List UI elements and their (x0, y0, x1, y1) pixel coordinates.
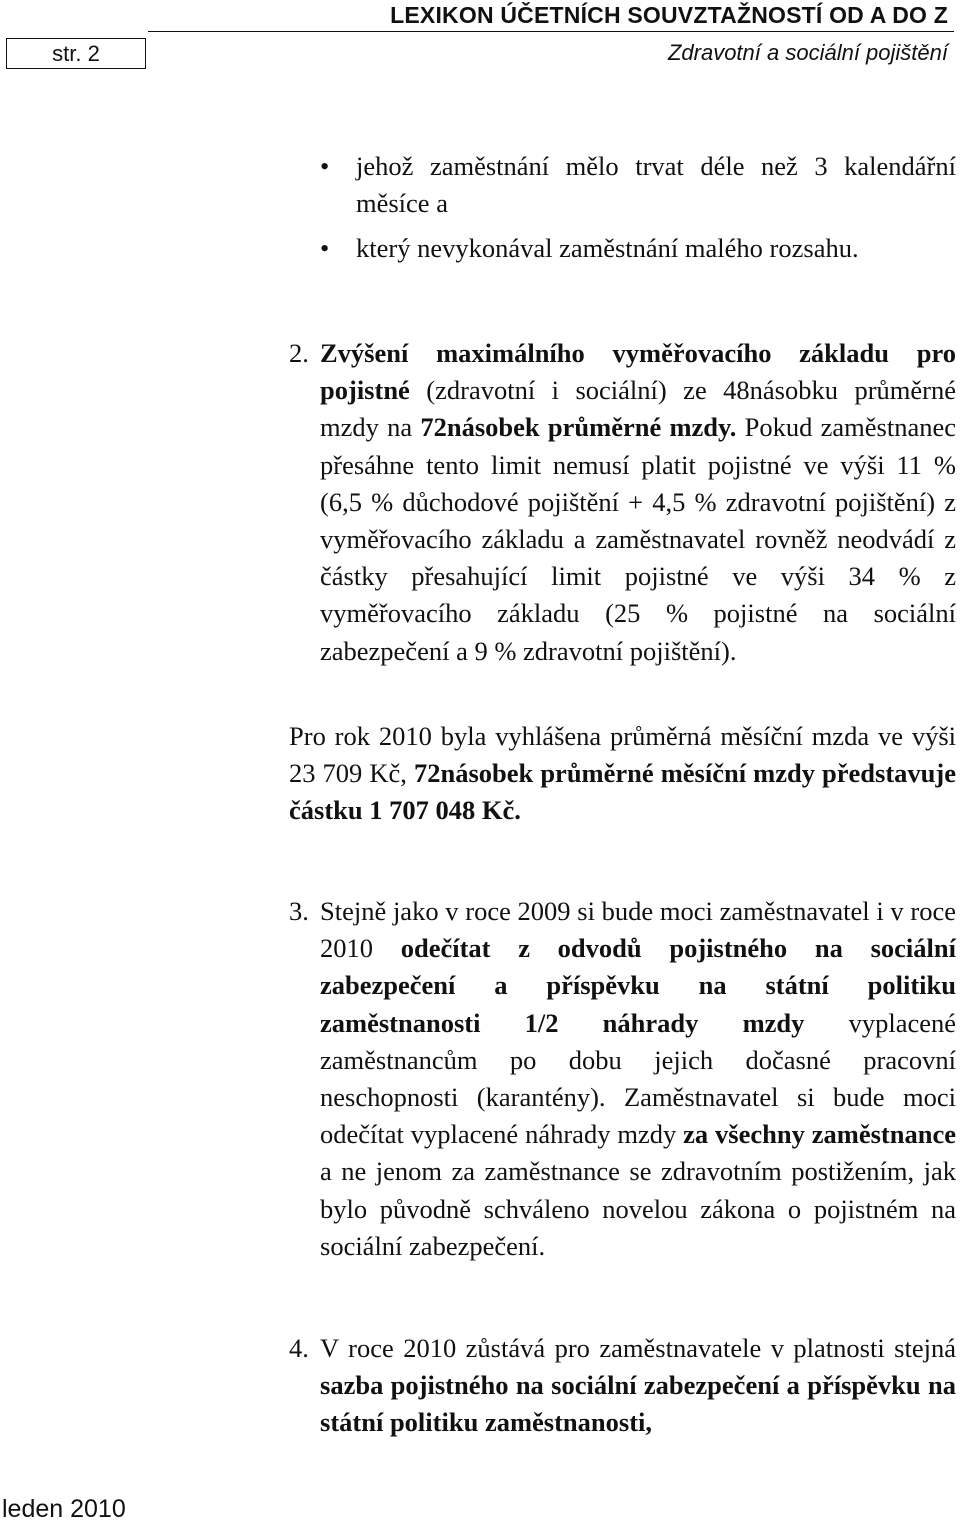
bullet-icon: • (320, 233, 330, 264)
item-number: 2. (289, 338, 309, 368)
numbered-item-3 (289, 893, 956, 1265)
item-text (320, 893, 956, 1265)
item-text-run: Stejně jako v roce 2009 si bude moci zaměstnavatel i v roce 2010 (320, 896, 956, 964)
item-number: 3. (289, 896, 309, 926)
item-number: 4. (289, 1333, 309, 1363)
item-text-run: a ne jenom za zaměstnance se zdravotním postižením, jak bylo původně schváleno novelou zákona o pojistném na sociální zabezpečení. (320, 1156, 956, 1261)
bullet-text: který nevykonával zaměstnání malého rozsahu. (356, 233, 859, 264)
bold-text: odečítat z odvodů pojistného na sociální zabezpečení a příspěvku na státní politiku zaměstnanosti 1/2 náhrady mzdy (320, 933, 956, 1038)
bold-text: za všechny zaměstnance (683, 1119, 956, 1150)
item-text (320, 335, 956, 670)
numbered-item-4 (289, 1330, 956, 1442)
list-item (320, 230, 956, 267)
item-text-run: V roce 2010 zůstává pro zaměstnavatele v platnosti stejná (320, 1333, 956, 1363)
bullet-icon: • (320, 151, 330, 181)
bullet-text: jehož zaměstnání mělo trvat déle než 3 kalendářní měsíce a (356, 151, 956, 219)
bold-text: sazba pojistného na sociální zabezpečení a příspěvku na státní politiku zaměstnanosti, (320, 1370, 956, 1438)
numbered-item-2 (289, 335, 956, 670)
item-text (320, 1330, 956, 1442)
item-text-run: vyplacené zaměstnancům po dobu jejich dočasné pracovní neschopnosti (karantény). Zaměstnavatel si bude moci odečítat vyplacené náhrady mzdy (320, 1007, 956, 1150)
item-text-run: (zdravotní i sociální) ze 48násobku průměrné mzdy na (320, 375, 956, 443)
paragraph-text: Pro rok 2010 byla vyhlášena průměrná měsíční mzda ve výši 23 709 Kč, (289, 721, 956, 789)
bold-text: 72násobek průměrné měsíční mzdy představuje částku 1 707 048 Kč. (289, 758, 956, 826)
item-text-run: Pokud zaměstnanec přesáhne tento limit nemusí platit pojistné ve výši 11 % (6,5 % důchodové pojištění + 4,5 % zdravotní pojištění) z vyměřovacího základu a zaměstnavatel rovněž neodvádí z částky přesahující limit pojistné ve výši 34 % z vyměřovacího základu (25 % pojistné na sociální zabezpečení a 9 % zdravotní pojištění). (320, 412, 956, 666)
section-title: Zdravotní a sociální pojištění (667, 40, 948, 65)
header-title: LEXIKON ÚČETNÍCH SOUVZTAŽNOSTÍ OD A DO Z (390, 2, 948, 28)
list-item (320, 148, 956, 222)
page-number-box: str. 2 (6, 38, 146, 69)
summary-paragraph (289, 718, 956, 830)
footer-date: leden 2010 (2, 1495, 126, 1523)
bold-text: 72násobek průměrné mzdy. (420, 412, 737, 443)
header-divider (148, 31, 954, 32)
bold-text: Zvýšení maximálního vyměřovacího základu pro pojistné (320, 338, 956, 406)
bullet-list (320, 148, 956, 268)
